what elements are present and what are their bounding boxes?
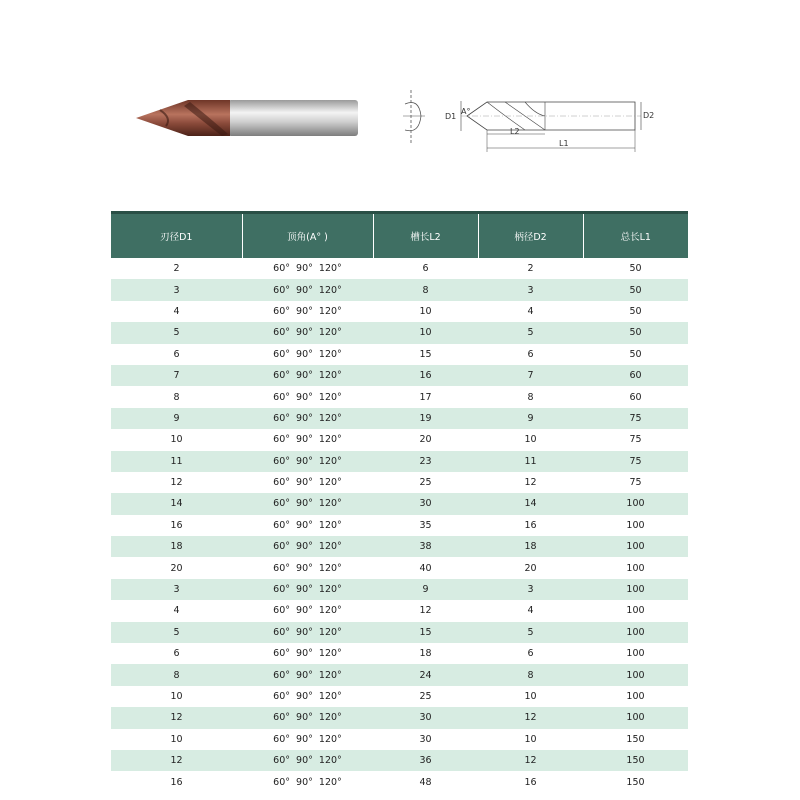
cell-overall-length: 100 xyxy=(626,519,645,531)
cell-blade-diameter: 7 xyxy=(111,365,242,386)
cell-shank-diameter: 10 xyxy=(524,691,537,702)
cell-overall-length: 100 xyxy=(626,648,645,660)
cell-shank-diameter: 5 xyxy=(478,622,583,643)
table-row xyxy=(111,258,688,279)
cell-blade-diameter: 14 xyxy=(111,493,242,514)
cell-overall-length: 100 xyxy=(583,493,688,514)
cell-flute-length: 25 xyxy=(419,477,432,489)
cell-blade-diameter: 9 xyxy=(111,408,242,429)
cell-flute-length: 23 xyxy=(373,451,478,472)
cell-shank-diameter: 10 xyxy=(524,434,537,446)
table-row xyxy=(111,664,688,685)
table-row xyxy=(111,622,688,643)
cell-shank-diameter: 5 xyxy=(478,322,583,343)
table-row xyxy=(111,322,688,343)
cell-blade-diameter: 5 xyxy=(111,622,242,643)
cell-blade-diameter: 6 xyxy=(173,348,180,360)
angle-label: A° xyxy=(461,107,471,116)
cell-flute-length: 30 xyxy=(373,493,478,514)
cell-flute-length: 20 xyxy=(419,434,432,446)
cell-point-angle: 60° 90° 120° xyxy=(273,263,342,275)
cell-flute-length: 16 xyxy=(373,365,478,386)
cell-point-angle: 60° 90° 120° xyxy=(242,536,373,557)
cell-blade-diameter: 5 xyxy=(111,322,242,343)
cell-flute-length: 40 xyxy=(419,562,432,574)
cell-shank-diameter: 12 xyxy=(478,707,583,728)
cell-flute-length: 8 xyxy=(373,279,478,300)
cell-flute-length: 17 xyxy=(419,391,432,403)
cell-shank-diameter: 12 xyxy=(478,750,583,771)
cell-flute-length: 9 xyxy=(373,579,478,600)
cell-shank-diameter: 20 xyxy=(524,562,537,574)
table-row xyxy=(111,515,688,536)
cell-point-angle: 60° 90° 120° xyxy=(242,664,373,685)
table-row xyxy=(111,408,688,429)
cell-shank-diameter: 10 xyxy=(524,733,537,745)
cell-point-angle: 60° 90° 120° xyxy=(273,391,342,403)
cell-blade-diameter: 10 xyxy=(170,733,183,745)
cell-blade-diameter: 12 xyxy=(111,707,242,728)
table-row xyxy=(111,279,688,300)
cell-overall-length: 100 xyxy=(626,691,645,702)
cell-blade-diameter: 2 xyxy=(173,263,180,275)
table-row xyxy=(111,301,688,322)
cell-overall-length: 50 xyxy=(629,263,642,275)
cell-blade-diameter: 11 xyxy=(111,451,242,472)
cell-overall-length: 100 xyxy=(583,664,688,685)
cell-point-angle: 60° 90° 120° xyxy=(273,519,342,531)
cell-shank-diameter: 7 xyxy=(478,365,583,386)
cell-point-angle: 60° 90° 120° xyxy=(242,707,373,728)
table-row xyxy=(111,429,688,450)
cell-overall-length: 50 xyxy=(583,322,688,343)
table-row xyxy=(111,536,688,557)
cell-overall-length: 75 xyxy=(629,477,642,489)
cell-overall-length: 150 xyxy=(626,776,645,788)
header-blade-diameter: 刃径D1 xyxy=(111,213,242,259)
cell-shank-diameter: 4 xyxy=(527,305,534,317)
cell-point-angle: 60° 90° 120° xyxy=(273,562,342,574)
table-row xyxy=(111,707,688,728)
cell-flute-length: 15 xyxy=(373,622,478,643)
cell-flute-length: 10 xyxy=(419,305,432,317)
l2-label: L2 xyxy=(510,127,520,136)
tool-dimension-diagram xyxy=(395,86,670,156)
cell-blade-diameter: 3 xyxy=(111,579,242,600)
cell-overall-length: 50 xyxy=(629,348,642,360)
cell-overall-length: 100 xyxy=(583,622,688,643)
table-row xyxy=(111,600,688,621)
table-row xyxy=(111,386,688,407)
cell-overall-length: 150 xyxy=(583,750,688,771)
cell-point-angle: 60° 90° 120° xyxy=(273,776,342,788)
cell-point-angle: 60° 90° 120° xyxy=(273,477,342,489)
cell-point-angle: 60° 90° 120° xyxy=(242,451,373,472)
header-shank-diameter: 柄径D2 xyxy=(478,213,583,259)
table-row xyxy=(111,493,688,514)
cell-shank-diameter: 3 xyxy=(478,579,583,600)
cell-point-angle: 60° 90° 120° xyxy=(242,279,373,300)
cell-flute-length: 10 xyxy=(373,322,478,343)
cell-overall-length: 50 xyxy=(629,305,642,317)
cell-blade-diameter: 16 xyxy=(170,776,183,788)
cell-overall-length: 100 xyxy=(583,536,688,557)
cell-flute-length: 15 xyxy=(419,348,432,360)
cell-overall-length: 150 xyxy=(626,733,645,745)
cell-point-angle: 60° 90° 120° xyxy=(242,579,373,600)
cell-shank-diameter: 2 xyxy=(527,263,534,275)
l1-label: L1 xyxy=(559,139,569,148)
cell-blade-diameter: 12 xyxy=(111,750,242,771)
cell-blade-diameter: 6 xyxy=(173,648,180,660)
cell-point-angle: 60° 90° 120° xyxy=(273,605,342,617)
cell-blade-diameter: 8 xyxy=(111,664,242,685)
cell-overall-length: 60 xyxy=(629,391,642,403)
cell-point-angle: 60° 90° 120° xyxy=(242,365,373,386)
cell-overall-length: 60 xyxy=(583,365,688,386)
table-row xyxy=(111,557,688,578)
table-body xyxy=(111,258,688,793)
cell-point-angle: 60° 90° 120° xyxy=(242,408,373,429)
cell-point-angle: 60° 90° 120° xyxy=(242,622,373,643)
d2-label: D2 xyxy=(643,111,655,120)
cell-point-angle: 60° 90° 120° xyxy=(242,750,373,771)
cell-shank-diameter: 16 xyxy=(524,519,537,531)
cell-overall-length: 50 xyxy=(583,279,688,300)
cell-point-angle: 60° 90° 120° xyxy=(242,322,373,343)
cell-point-angle: 60° 90° 120° xyxy=(273,305,342,317)
tool-shank xyxy=(228,100,358,136)
cell-shank-diameter: 6 xyxy=(527,648,534,660)
spec-table xyxy=(111,211,688,793)
cell-blade-diameter: 8 xyxy=(173,391,180,403)
cell-blade-diameter: 12 xyxy=(170,477,183,489)
table-row xyxy=(111,686,688,707)
cell-shank-diameter: 16 xyxy=(524,776,537,788)
cell-flute-length: 6 xyxy=(422,263,429,275)
cell-flute-length: 25 xyxy=(419,691,432,702)
cell-overall-length: 100 xyxy=(583,707,688,728)
cell-flute-length: 30 xyxy=(373,707,478,728)
cell-overall-length: 75 xyxy=(583,451,688,472)
cell-blade-diameter: 20 xyxy=(170,562,183,574)
cell-shank-diameter: 6 xyxy=(527,348,534,360)
cell-flute-length: 36 xyxy=(373,750,478,771)
table-row xyxy=(111,579,688,600)
cell-point-angle: 60° 90° 120° xyxy=(242,493,373,514)
cell-point-angle: 60° 90° 120° xyxy=(273,348,342,360)
cell-flute-length: 19 xyxy=(373,408,478,429)
header-flute-length: 槽长L2 xyxy=(373,213,478,259)
tool-photo xyxy=(130,86,370,156)
table-row xyxy=(111,344,688,365)
table-row xyxy=(111,643,688,664)
cell-flute-length: 48 xyxy=(419,776,432,788)
cell-flute-length: 38 xyxy=(373,536,478,557)
cell-overall-length: 100 xyxy=(583,579,688,600)
cell-shank-diameter: 11 xyxy=(478,451,583,472)
header-point-angle: 顶角(A° ) xyxy=(242,213,373,259)
cell-flute-length: 24 xyxy=(373,664,478,685)
cell-blade-diameter: 10 xyxy=(170,434,183,446)
cell-shank-diameter: 3 xyxy=(478,279,583,300)
cell-overall-length: 75 xyxy=(629,434,642,446)
cell-blade-diameter: 16 xyxy=(170,519,183,531)
cell-overall-length: 100 xyxy=(626,605,645,617)
cell-overall-length: 100 xyxy=(626,562,645,574)
table-row xyxy=(111,729,688,750)
cell-flute-length: 18 xyxy=(419,648,432,660)
cell-blade-diameter: 4 xyxy=(173,305,180,317)
d1-label: D1 xyxy=(445,112,457,121)
cell-point-angle: 60° 90° 120° xyxy=(273,434,342,446)
cell-shank-diameter: 8 xyxy=(478,664,583,685)
table-row xyxy=(111,451,688,472)
table-row xyxy=(111,365,688,386)
cell-overall-length: 75 xyxy=(583,408,688,429)
cell-flute-length: 35 xyxy=(419,519,432,531)
cell-blade-diameter: 18 xyxy=(111,536,242,557)
cell-point-angle: 60° 90° 120° xyxy=(273,733,342,745)
cell-shank-diameter: 8 xyxy=(527,391,534,403)
table-header-row xyxy=(111,213,688,259)
table-row xyxy=(111,472,688,493)
cell-shank-diameter: 9 xyxy=(478,408,583,429)
cell-flute-length: 30 xyxy=(419,733,432,745)
cell-blade-diameter: 10 xyxy=(170,691,183,702)
cell-shank-diameter: 4 xyxy=(527,605,534,617)
table-row xyxy=(111,771,688,792)
header-overall-length: 总长L1 xyxy=(583,213,688,259)
cell-shank-diameter: 18 xyxy=(478,536,583,557)
cell-blade-diameter: 4 xyxy=(173,605,180,617)
cell-blade-diameter: 3 xyxy=(111,279,242,300)
cell-point-angle: 60° 90° 120° xyxy=(273,691,342,702)
table-row xyxy=(111,750,688,771)
cell-shank-diameter: 12 xyxy=(524,477,537,489)
cell-flute-length: 12 xyxy=(419,605,432,617)
cell-shank-diameter: 14 xyxy=(478,493,583,514)
cell-point-angle: 60° 90° 120° xyxy=(273,648,342,660)
